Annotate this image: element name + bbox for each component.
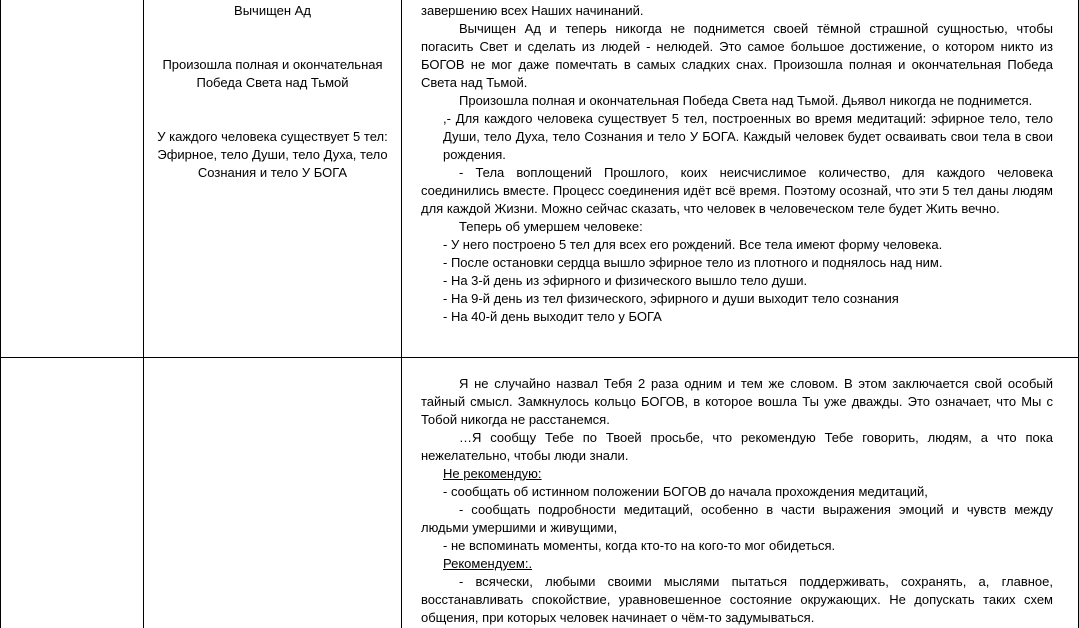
row1-right-cell: [421, 2, 1053, 326]
five-bodies-text: ,- Для каждого человека существует 5 тел, построенных во время медитаций: эфирное тело, тело Души, тело Духа, тело Сознания и тело У БОГА. Каждый человек будет осваивать свои тела в свои рождения.: [443, 111, 1053, 162]
not-recommended-label: Не рекомендую:: [443, 466, 542, 481]
row-divider: [0, 357, 1079, 358]
middle-line-1: Вычищен Ад: [234, 3, 311, 18]
paragraph-five-bodies: [421, 110, 1053, 164]
row2-right-cell: [421, 375, 1053, 627]
row1-middle-cell: [144, 2, 401, 182]
paragraph-request: …Я сообщу Тебе по Твоей просьбе, что рекомендую Тебе говорить, людям, а что пока нежелательно, чтобы люди знали.: [421, 430, 1053, 463]
heading-not-recommended: [421, 465, 1053, 483]
list-item: - На 3-й день из эфирного и физического вышло тело души.: [443, 273, 808, 288]
paragraph-victory: Произошла полная и окончательная Победа Света над Тьмой. Дьявол никогда не поднимется.: [459, 93, 1033, 108]
list-item: - не вспоминать моменты, когда кто-то на кого-то мог обидеться.: [443, 538, 836, 553]
paragraph-deceased-heading: Теперь об умершем человеке:: [459, 219, 643, 234]
middle-line-6: Сознания и тело У БОГА: [197, 165, 348, 180]
paragraph-hell-cleansed: Вычищен Ад и теперь никогда не поднимется своей тёмной страшной сущностью, чтобы погасить Свет и сделать из людей - нелюдей. Это самое большое достижение, о котором никто из БОГОВ не мог даже помечтать в самых сладких снах. Произошла полная и окончательная Победа Света над Тьмой.: [421, 21, 1053, 90]
list-item: - На 9-й день из тел физического, эфирного и души выходит тело сознания: [443, 291, 899, 306]
middle-line-3: Победа Света над Тьмой: [196, 75, 349, 90]
heading-recommended: [421, 555, 1053, 573]
column-divider-2: [401, 0, 402, 628]
list-item: - сообщать подробности медитаций, особенно в части выражения эмоций и чувств между людьми умершими и живущими,: [421, 502, 1053, 535]
paragraph-continuation: завершению всех Наших начинаний.: [421, 3, 644, 18]
table-border-left: [0, 0, 1, 628]
list-item: - всячески, любыми своими мыслями пытаться поддерживать, сохранять, а, главное, восстанавливать спокойствие, уравновешенное состояние окружающих. Не допускать таких схем общения, при которых человек начинает о чём-то задумываться.: [421, 574, 1053, 625]
paragraph-named-twice: Я не случайно назвал Тебя 2 раза одним и тем же словом. В этом заключается свой особый тайный смысл. Замкнулось кольцо БОГОВ, в которое вошла Ты уже дважды. Это означает, что Мы с Тобой никогда не расстанемся.: [421, 376, 1053, 427]
middle-line-2: Произошла полная и окончательная: [162, 57, 383, 72]
list-item: - На 40-й день выходит тело у БОГА: [443, 309, 662, 324]
list-item: - сообщать об истинном положении БОГОВ до начала прохождения медитаций,: [443, 484, 928, 499]
list-item: - У него построено 5 тел для всех его рождений. Все тела имеют форму человека.: [443, 237, 943, 252]
middle-line-4: У каждого человека существует 5 тел:: [157, 129, 388, 144]
recommended-label: Рекомендуем:.: [443, 556, 533, 571]
paragraph-past-bodies: - Тела воплощений Прошлого, коих неисчислимое количество, для каждого человека соединились вместе. Процесс соединения идёт всё время. Поэтому осознай, что эти 5 тел даны людям для каждой Жизни. Можно сейчас сказать, что человек в человеческом теле будет Жить вечно.: [421, 165, 1053, 216]
middle-line-5: Эфирное, тело Души, тело Духа, тело: [157, 147, 388, 162]
list-item: - После остановки сердца вышло эфирное тело из плотного и поднялось над ним.: [443, 255, 943, 270]
